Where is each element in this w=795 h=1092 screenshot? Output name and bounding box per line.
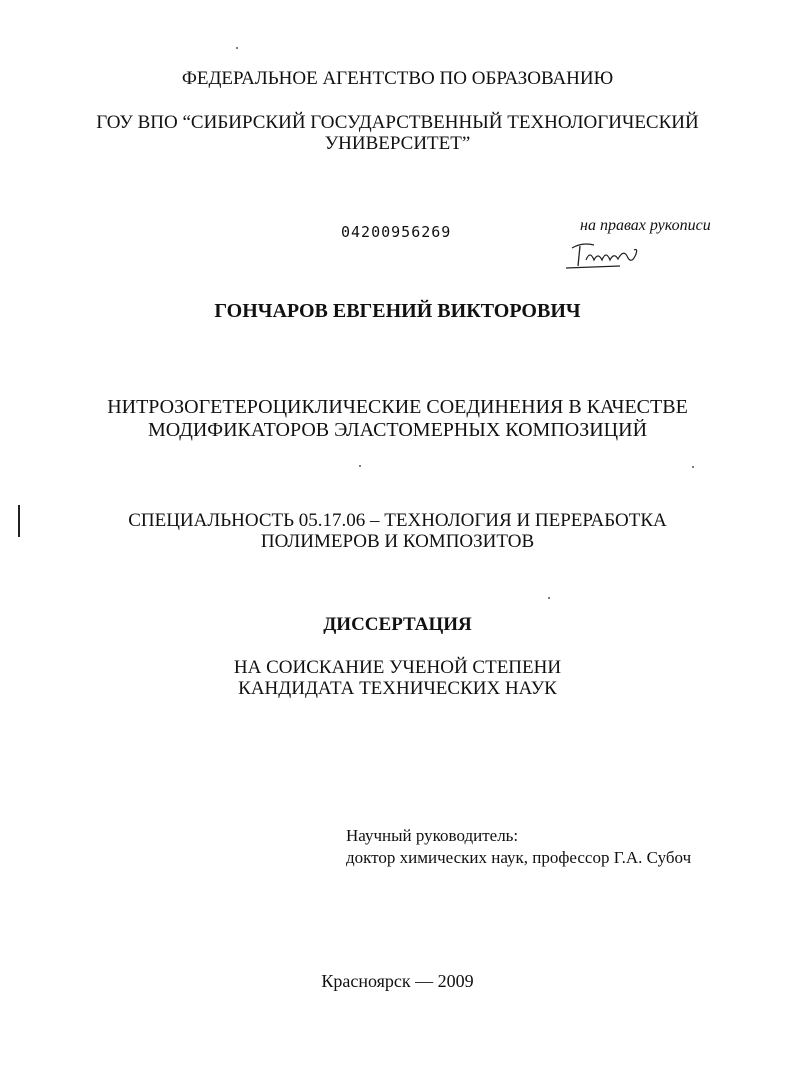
scan-speck xyxy=(236,47,238,49)
scan-speck xyxy=(359,465,361,467)
manuscript-note: на правах рукописи xyxy=(580,217,711,234)
scan-speck xyxy=(548,597,550,599)
supervisor-label: Научный руководитель: xyxy=(346,826,519,845)
agency-line: ФЕДЕРАЛЬНОЕ АГЕНТСТВО ПО ОБРАЗОВАНИЮ xyxy=(181,68,614,89)
degree-line-1: НА СОИСКАНИЕ УЧЕНОЙ СТЕПЕНИ xyxy=(233,657,562,678)
specialty-line-1: СПЕЦИАЛЬНОСТЬ 05.17.06 – ТЕХНОЛОГИЯ И ПЕРЕРАБОТКА xyxy=(128,510,667,531)
thesis-title-line-2: МОДИФИКАТОРОВ ЭЛАСТОМЕРНЫХ КОМПОЗИЦИЙ xyxy=(147,419,648,441)
signature-icon xyxy=(562,238,642,272)
registration-number: 04200956269 xyxy=(341,223,452,241)
document-type: ДИССЕРТАЦИЯ xyxy=(323,614,472,635)
university-line-2: УНИВЕРСИТЕТ” xyxy=(324,133,471,154)
thesis-title-line-1: НИТРОЗОГЕТЕРОЦИКЛИЧЕСКИЕ СОЕДИНЕНИЯ В КАЧЕСТВЕ xyxy=(107,396,688,418)
city-year: Красноярск — 2009 xyxy=(321,971,474,991)
university-line-1: ГОУ ВПО “СИБИРСКИЙ ГОСУДАРСТВЕННЫЙ ТЕХНОЛОГИЧЕСКИЙ xyxy=(96,112,699,133)
author-name: ГОНЧАРОВ ЕВГЕНИЙ ВИКТОРОВИЧ xyxy=(214,300,581,322)
degree-line-2: КАНДИДАТА ТЕХНИЧЕСКИХ НАУК xyxy=(238,678,557,699)
supervisor-name: доктор химических наук, профессор Г.А. Субоч xyxy=(346,848,692,867)
scan-speck xyxy=(692,466,694,468)
specialty-line-2: ПОЛИМЕРОВ И КОМПОЗИТОВ xyxy=(260,531,535,552)
